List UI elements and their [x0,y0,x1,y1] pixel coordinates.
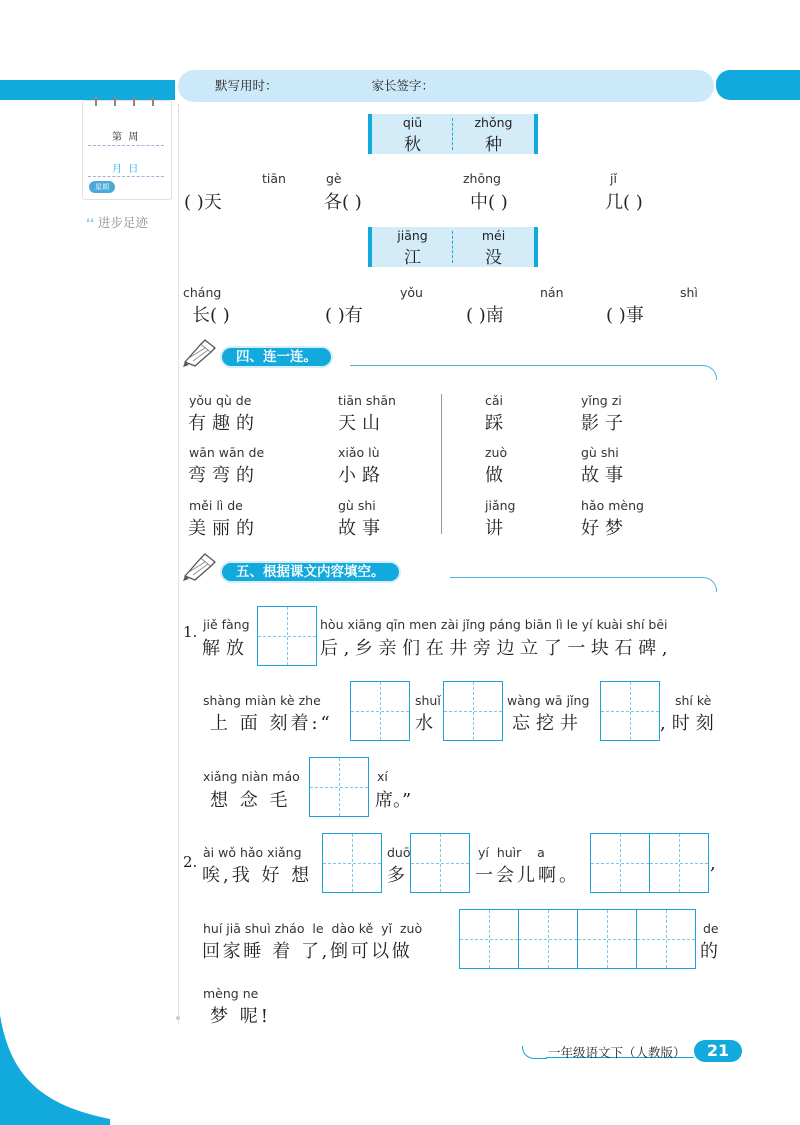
sentence-text: 忘挖井 [512,713,584,734]
match-item[interactable]: 踩 [485,413,509,434]
footer-curve [522,1046,547,1059]
card-line [88,145,164,146]
pinyin-box-2 [368,227,538,267]
header-band-right [716,70,800,100]
fill-blank[interactable]: ( )有 [325,305,363,326]
pinyin: wàng wā jǐng [507,693,590,708]
pinyin: gù shi [338,498,376,513]
pinyin: duō [387,845,411,860]
ring-wire [133,96,135,106]
char: 种 [485,135,502,155]
pinyin: jiě fàng [203,617,250,632]
char: 秋 [404,135,421,155]
fill-blank[interactable]: ( )事 [606,305,644,326]
pinyin: gù shi [581,445,619,460]
pinyin: yí huìr a [478,845,545,860]
ring-wire [114,96,116,106]
writing-cell[interactable] [309,757,369,817]
pinyin: jiāng [397,228,428,243]
pinyin: tiān shān [338,393,396,408]
pinyin: jǐ [610,171,617,186]
ring-wire [152,96,154,106]
pinyin: shàng miàn kè zhe [203,693,321,708]
fill-blank[interactable]: ( )南 [466,305,504,326]
pencil-icon [181,552,225,582]
sentence-text: 梦 呢! [210,1006,271,1027]
section-rule-curve [694,577,717,592]
sentence-text: 想 念 毛 [210,790,291,811]
pinyin: zuò [485,445,508,460]
pinyin: gè [326,171,342,186]
sentence-text: 回家睡 着 了,倒可以做 [202,941,413,962]
question-number: 2. [183,853,198,871]
writing-cell[interactable] [600,681,660,741]
match-item[interactable]: 有趣的 [188,413,260,434]
footprint-icon: ❛❛ [86,215,95,230]
pinyin: xiǎng niàn máo [203,769,300,784]
pinyin: wān wān de [189,445,265,460]
sentence-text: 席。” [375,790,412,811]
fill-blank[interactable]: 各( ) [324,192,362,213]
match-item[interactable]: 讲 [485,518,509,539]
pinyin: qiū [402,115,423,130]
fill-blank[interactable]: 几( ) [605,192,643,213]
match-item[interactable]: 小路 [338,465,386,486]
sentence-text: 水 [415,713,433,734]
match-item[interactable]: 弯弯的 [188,465,260,486]
writing-cell[interactable] [577,909,637,969]
pinyin: tiān [262,171,286,186]
writing-cell[interactable] [410,833,470,893]
writing-cell[interactable] [350,681,410,741]
card-line [88,176,164,177]
pinyin: xiǎo lù [338,445,380,460]
pencil-icon [181,338,225,368]
sentence-text: 一会儿啊。 [475,865,580,886]
match-item[interactable]: 天山 [338,413,386,434]
pinyin: shí kè [675,693,712,708]
ring-wire [95,96,97,106]
pinyin: hǎo mèng [581,498,644,513]
header-fields [215,76,434,94]
pinyin: shì [680,285,698,300]
match-divider [441,394,442,534]
section-5-title: 五、根据课文内容填空。 [222,563,399,581]
pinyin: huí jiā shuì zháo le dào kě yǐ zuò [203,921,423,936]
char: 江 [404,248,421,268]
writing-cell[interactable] [649,833,709,893]
pinyin-box-1 [368,114,538,154]
sentence-text: 多 [387,865,405,886]
writing-cell[interactable] [590,833,650,893]
question-number: 1. [183,623,198,641]
pinyin: cháng [183,285,222,300]
dictation-time-label: 默写用时： [215,78,278,93]
match-item[interactable]: 故事 [581,465,629,486]
pinyin: shuǐ [415,693,441,708]
pinyin: hòu xiāng qīn men zài jǐng páng biān lì le yí kuài shí bēi [320,617,668,632]
pinyin: zhǒng [474,115,513,130]
writing-cell[interactable] [443,681,503,741]
pinyin: zhōng [463,171,501,186]
match-item[interactable]: 做 [485,465,509,486]
parent-signature-label: 家长签字： [371,78,434,93]
page-number: 21 [694,1040,742,1062]
weekday-badge: 星期 [89,181,115,193]
sentence-text: ,时刻 [660,713,720,734]
pinyin: xí [377,769,388,784]
corner-decoration [0,1015,110,1125]
sentence-text: , [710,853,716,874]
match-item[interactable]: 影子 [581,413,629,434]
fill-blank[interactable]: 长( ) [192,305,230,326]
pinyin: mèng ne [203,986,259,1001]
book-title: 一年级语文下（人教版） [548,1045,686,1060]
fill-blank[interactable]: ( )天 [184,192,222,213]
writing-cell[interactable] [322,833,382,893]
sentence-text: 上 面 刻着:“ [210,713,333,734]
pinyin: yǒu [400,285,423,300]
sentence-text: 唉,我 好 想 [202,865,313,886]
char: 没 [485,248,502,268]
pinyin: měi lì de [189,498,243,513]
pinyin: ài wǒ hǎo xiǎng [203,845,302,860]
section-rule [450,577,696,578]
pinyin: jiǎng [485,498,516,513]
fill-blank[interactable]: 中( ) [470,192,508,213]
section-rule [350,365,696,366]
margin-dot [176,1016,180,1020]
card-date: 月 日 [112,164,139,175]
margin-line [178,104,179,1024]
section-4-title: 四、连一连。 [222,348,331,366]
sentence-text: 解放 [202,638,250,659]
sentence-text: 后,乡亲们在井旁边立了一块石碑, [320,638,674,659]
writing-cell[interactable] [518,909,578,969]
section-rule-curve [694,365,717,380]
sentence-text: 的 [700,941,718,962]
progress-footprints: ❛❛ 进步足迹 [86,215,149,230]
card-week: 第 周 [112,132,139,143]
pinyin: yǒu qù de [189,393,252,408]
pinyin: méi [481,228,506,243]
match-item[interactable]: 美丽的 [188,518,260,539]
pinyin: yǐng zi [581,393,622,408]
match-item[interactable]: 好梦 [581,518,629,539]
writing-cell[interactable] [257,606,317,666]
pinyin: nán [540,285,564,300]
pinyin: de [703,921,719,936]
match-item[interactable]: 故事 [338,518,386,539]
writing-cell[interactable] [636,909,696,969]
writing-cell[interactable] [459,909,519,969]
pinyin: cǎi [485,393,504,408]
